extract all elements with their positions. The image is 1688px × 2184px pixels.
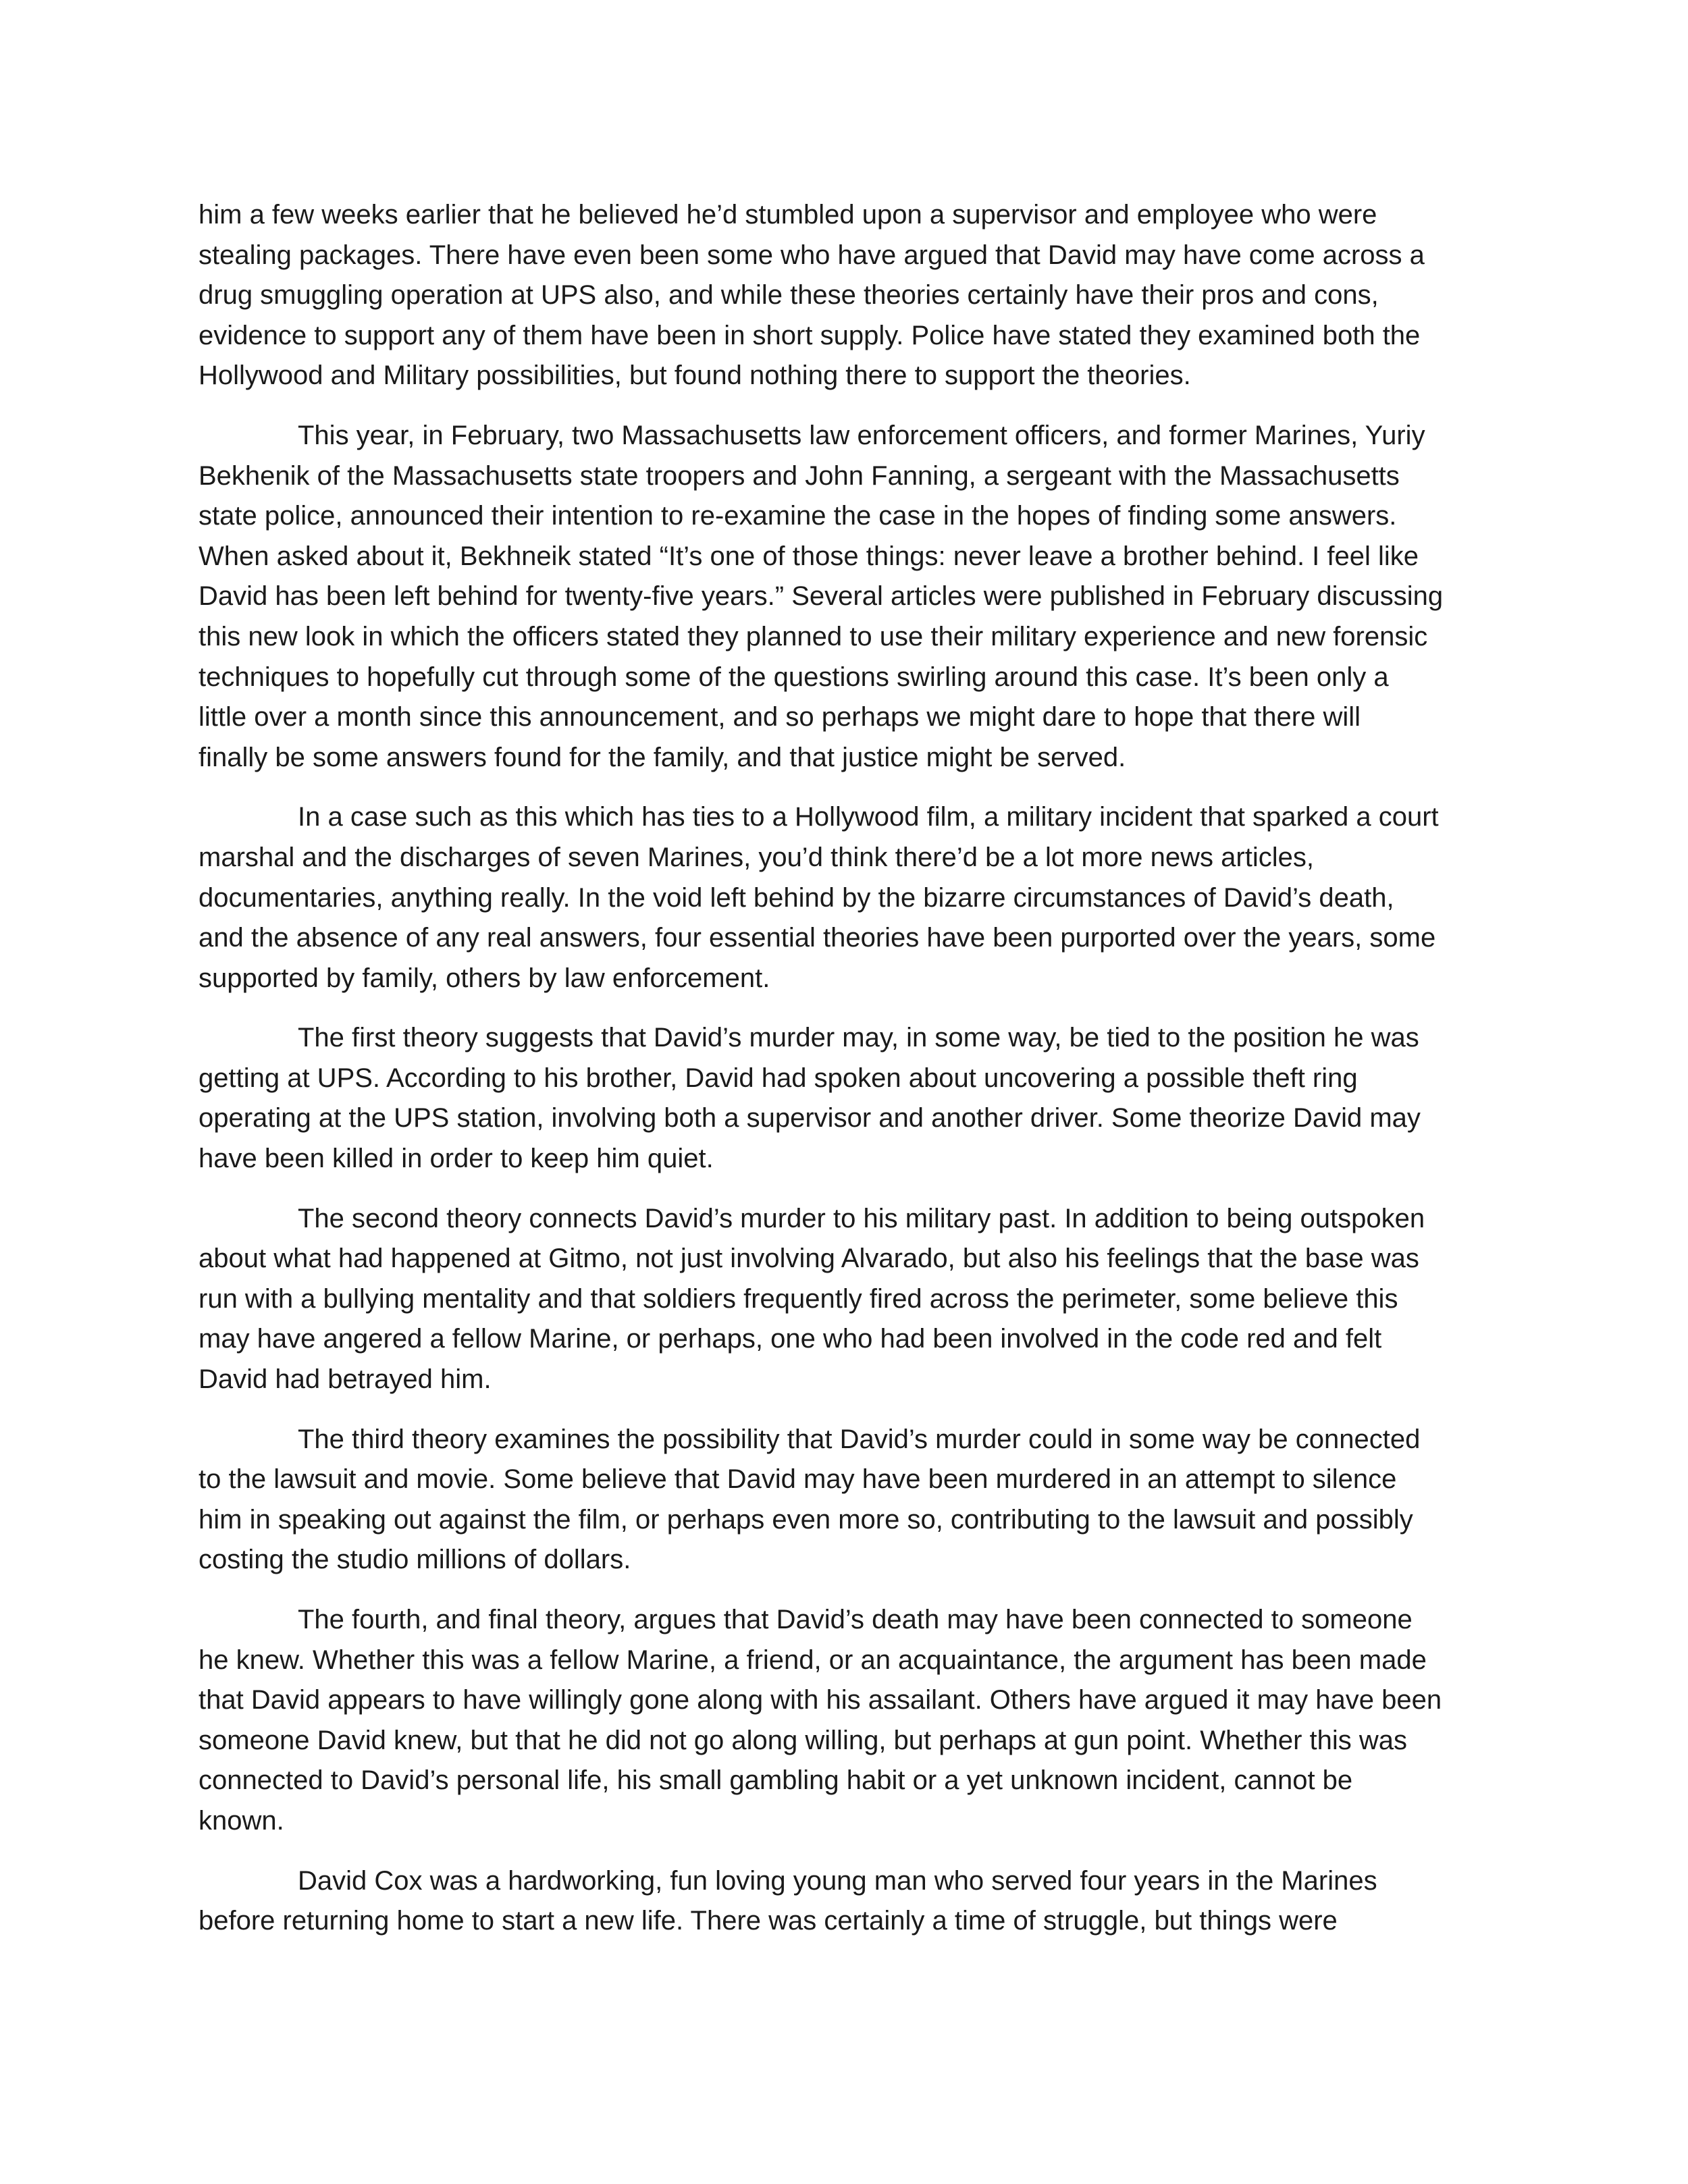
paragraph-2 — [199, 416, 1506, 778]
text-line: connected to David’s personal life, his small gambling habit or a yet unknown incident, cannot be — [199, 1765, 1353, 1796]
text-line: known. — [199, 1805, 284, 1836]
paragraph-6 — [199, 1420, 1506, 1580]
text-line: The third theory examines the possibility that David’s murder could in some way be connected — [298, 1424, 1421, 1454]
text-line: little over a month since this announcement, and so perhaps we might dare to hope that there will — [199, 702, 1361, 733]
text-line: This year, in February, two Massachusetts law enforcement officers, and former Marines, Yuriy — [298, 420, 1425, 450]
text-line: David Cox was a hardworking, fun loving young man who served four years in the Marines — [298, 1865, 1377, 1896]
text-line: finally be some answers found for the family, and that justice might be served. — [199, 742, 1126, 772]
text-line: operating at the UPS station, involving both a supervisor and another driver. Some theorize David may — [199, 1103, 1421, 1134]
text-line: marshal and the discharges of seven Marines, you’d think there’d be a lot more news articles, — [199, 842, 1314, 872]
text-line: before returning home to start a new life. There was certainly a time of struggle, but things were — [199, 1906, 1338, 1936]
paragraph-3 — [199, 797, 1506, 998]
text-line: him in speaking out against the film, or perhaps even more so, contributing to the lawsuit and possibly — [199, 1504, 1413, 1535]
paragraph-7 — [199, 1600, 1506, 1842]
text-line: The fourth, and final theory, argues that David’s death may have been connected to someone — [298, 1605, 1413, 1634]
text-line: about what had happened at Gitmo, not just involving Alvarado, but also his feelings that the base was — [199, 1244, 1419, 1274]
paragraph-8 — [199, 1861, 1506, 1942]
text-line: evidence to support any of them have been in short supply. Police have stated they examined both the — [199, 320, 1421, 350]
text-line: he knew. Whether this was a fellow Marine, a friend, or an acquaintance, the argument has been made — [199, 1645, 1427, 1675]
text-line: In a case such as this which has ties to a Hollywood film, a military incident that sparked a court — [298, 802, 1439, 832]
text-line: state police, announced their intention to re-examine the case in the hopes of finding some answers. — [199, 501, 1397, 531]
text-line: Hollywood and Military possibilities, but found nothing there to support the theories. — [199, 361, 1191, 391]
text-line: documentaries, anything really. In the void left behind by the bizarre circumstances of David’s death, — [199, 882, 1394, 913]
text-line: run with a bullying mentality and that soldiers frequently fired across the perimeter, some believe this — [199, 1283, 1398, 1314]
text-line: David had betrayed him. — [199, 1364, 492, 1395]
text-line: to the lawsuit and movie. Some believe that David may have been murdered in an attempt to silence — [199, 1464, 1397, 1495]
text-line: someone David knew, but that he did not go along willing, but perhaps at gun point. Whether this was — [199, 1725, 1407, 1755]
text-line: him a few weeks earlier that he believed he’d stumbled upon a supervisor and employee who were — [199, 200, 1377, 230]
text-line: costing the studio millions of dollars. — [199, 1545, 631, 1575]
text-line: have been killed in order to keep him quiet. — [199, 1144, 714, 1174]
text-line: The first theory suggests that David’s murder may, in some way, be tied to the position he was — [298, 1023, 1419, 1053]
text-line: David has been left behind for twenty-five years.” Several articles were published in February discussing — [199, 581, 1444, 612]
text-line: may have angered a fellow Marine, or perhaps, one who had been involved in the code red and felt — [199, 1324, 1382, 1354]
text-line: getting at UPS. According to his brother, David had spoken about uncovering a possible theft ring — [199, 1063, 1358, 1093]
text-line: Bekhenik of the Massachusetts state troopers and John Fanning, a sergeant with the Massachusetts — [199, 460, 1400, 491]
text-line: and the absence of any real answers, four essential theories have been purported over the years, some — [199, 923, 1436, 953]
text-line: When asked about it, Bekhneik stated “It’s one of those things: never leave a brother behind. I feel like — [199, 541, 1419, 571]
paragraph-1 — [199, 195, 1506, 396]
paragraph-5 — [199, 1199, 1506, 1400]
text-line: supported by family, others by law enforcement. — [199, 963, 770, 993]
text-line: that David appears to have willingly gone along with his assailant. Others have argued it may have been — [199, 1685, 1442, 1715]
text-line: this new look in which the officers stated they planned to use their military experience and new forensic — [199, 621, 1428, 651]
text-line: techniques to hopefully cut through some of the questions swirling around this case. It’s been only a — [199, 662, 1389, 692]
document-body — [199, 195, 1506, 1942]
text-line: stealing packages. There have even been some who have argued that David may have come across a — [199, 240, 1425, 270]
paragraph-4 — [199, 1018, 1506, 1179]
text-line: The second theory connects David’s murder to his military past. In addition to being outspoken — [298, 1203, 1425, 1233]
text-line: drug smuggling operation at UPS also, and while these theories certainly have their pros and cons, — [199, 280, 1379, 311]
